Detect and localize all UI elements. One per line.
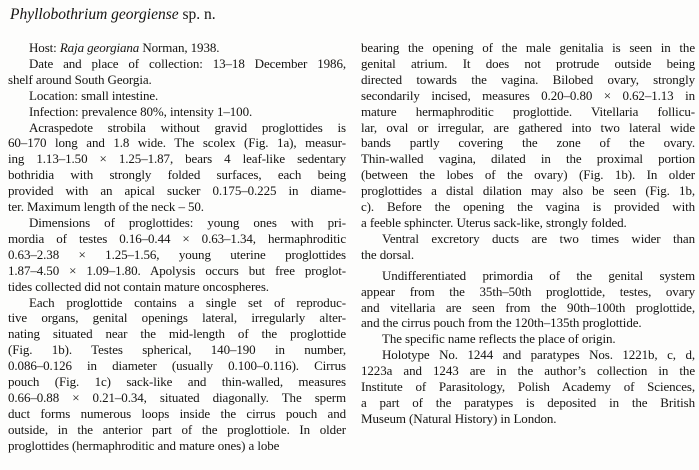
collection-paragraph bbox=[8, 56, 346, 88]
text-line: (Fig. 1b). Testes spherical, 140–190 in number, bbox=[8, 342, 346, 358]
text-line: mature hermaphroditic proglottide. Vitellaria follicu- bbox=[361, 103, 695, 119]
text-line: genital atrium. It does not protrude outside being bbox=[361, 55, 695, 71]
text-line: a part of the paratypes is deposited in the British bbox=[361, 394, 695, 410]
text-line: 1.87–4.50 × 1.09–1.80. Apolysis occurs but free proglot- bbox=[8, 262, 346, 278]
location-paragraph bbox=[8, 88, 346, 104]
text-line: bothridia with strongly folded surfaces, each being bbox=[8, 167, 346, 183]
left-column bbox=[8, 40, 346, 454]
text-line: Location: small intestine. bbox=[29, 87, 159, 103]
text-line: Thin-walled vagina, dilated in the proximal portion bbox=[361, 151, 695, 167]
text-line: Date and place of collection: 13–18 December 1986, bbox=[29, 55, 346, 71]
host-authority: Norman, 1938. bbox=[139, 40, 220, 55]
text-line: Holotype No. 1244 and paratypes Nos. 1221b, c, d, bbox=[382, 347, 695, 363]
host-paragraph bbox=[8, 40, 346, 56]
text-line: proglottides a distal dilation may also be seen (Fig. 1b, bbox=[361, 183, 695, 199]
text-line: c). Before the opening the vagina is provided with bbox=[361, 199, 695, 215]
text-line: 60–170 long and 1.8 wide. The scolex (Fig. 1a), measur- bbox=[8, 135, 346, 151]
text-line: bands partly covering the zone of the ovary. bbox=[361, 135, 695, 151]
text-line: the dorsal. bbox=[361, 246, 415, 262]
species-title-suffix: sp. n. bbox=[178, 6, 216, 23]
text-line: appear from the 35th–50th proglottide, testes, ovary bbox=[361, 283, 695, 299]
text-line: Ventral excretory ducts are two times wider than bbox=[382, 230, 695, 246]
text-line: Infection: prevalence 80%, intensity 1–100. bbox=[29, 103, 253, 119]
text-line: bearing the opening of the male genitalia is seen in the bbox=[361, 40, 695, 55]
species-title bbox=[10, 6, 695, 23]
text-line: tive organs, genital openings lateral, irregularly alter- bbox=[8, 310, 346, 326]
text-line: nating situated near the mid-length of the proglottide bbox=[8, 326, 346, 342]
text-line: 0.63–2.38 × 1.25–1.56, young uterine proglottides bbox=[8, 246, 346, 262]
text-line: The specific name reflects the place of origin. bbox=[382, 331, 616, 347]
host-label: Host: bbox=[29, 40, 60, 55]
host-species-name: Raja georgiana bbox=[59, 40, 140, 55]
species-title-binomial: Phyllobothrium georgiense bbox=[10, 6, 179, 23]
two-column-text bbox=[8, 40, 695, 454]
text-line: outside, in the anterior part of the proglottiole. In older bbox=[8, 421, 346, 437]
anatomy-continuation-paragraph bbox=[361, 40, 695, 231]
text-line: 1223a and 1243 are in the author’s collection in the bbox=[361, 363, 695, 379]
text-line: shelf around South Georgia. bbox=[8, 71, 152, 87]
text-line: provided with an apical sucker 0.175–0.225 in diame- bbox=[8, 183, 346, 199]
right-column bbox=[361, 40, 695, 454]
text-line: Undifferentiated primordia of the genital system bbox=[382, 267, 695, 283]
text-line: and the cirrus pouch from the 120th–135th proglottide. bbox=[361, 315, 642, 331]
text-line: lar, oval or irregular, are gathered into two lateral wide bbox=[361, 119, 695, 135]
text-line: Each proglottide contains a single set of reproduc- bbox=[29, 294, 346, 310]
text-line: proglottides (hermaphroditic and mature ones) a lobe bbox=[8, 437, 280, 453]
development-paragraph bbox=[361, 268, 695, 332]
text-line: Museum (Natural History) in London. bbox=[361, 410, 557, 426]
text-line: Institute of Parasitology, Polish Academy of Sciences, bbox=[361, 379, 695, 395]
text-line: directed towards the vagina. Bilobed ovary, strongly bbox=[361, 71, 695, 87]
text-line: Dimensions of proglottides: young ones with pri- bbox=[29, 214, 346, 230]
text-line: duct forms numerous loops inside the cirrus pouch and bbox=[8, 405, 346, 421]
text-line: and vitellaria are seen from the 90th–100th proglottide, bbox=[361, 299, 695, 315]
text-line: 0.66–0.88 × 0.21–0.34, situated diagonally. The sperm bbox=[8, 389, 346, 405]
infection-paragraph bbox=[8, 104, 346, 120]
text-line: 0.086–0.126 in diameter (usually 0.100–0.116). Cirrus bbox=[8, 358, 346, 374]
text-line: secondarily incised, measures 0.20–0.80 × 0.62–1.13 in bbox=[361, 87, 695, 103]
text-line: ing 1.13–1.50 × 1.25–1.87, bears 4 leaf-like sedentary bbox=[8, 151, 346, 167]
text-line: a feeble sphincter. Uterus sack-like, strongly folded. bbox=[361, 214, 627, 230]
text-line: pouch (Fig. 1c) sack-like and thin-walled, measures bbox=[8, 374, 346, 390]
text-line: (between the lobes of the ovary) (Fig. 1b). In older bbox=[361, 167, 695, 183]
type-deposition-paragraph bbox=[361, 347, 695, 427]
text-line: tides collected did not contain mature oncospheres. bbox=[8, 278, 269, 294]
strobila-paragraph bbox=[8, 120, 346, 215]
proglottid-dimensions-paragraph bbox=[8, 215, 346, 295]
etymology-paragraph bbox=[361, 331, 695, 347]
reproductive-anatomy-paragraph bbox=[8, 295, 346, 454]
text-line: ter. Maximum length of the neck – 50. bbox=[8, 199, 204, 215]
text-line: mordia of testes 0.16–0.44 × 0.63–1.34, hermaphroditic bbox=[8, 230, 346, 246]
text-line: Acraspedote strobila without gravid proglottides is bbox=[29, 119, 346, 135]
excretory-ducts-paragraph bbox=[361, 231, 695, 263]
host-line bbox=[8, 40, 346, 56]
